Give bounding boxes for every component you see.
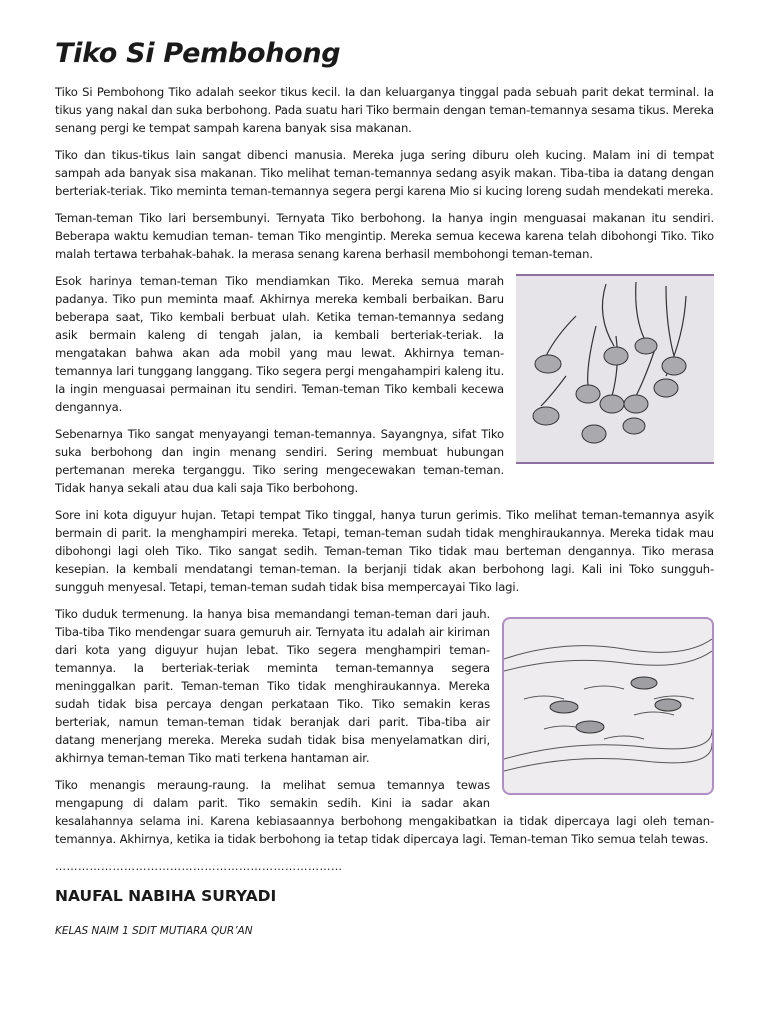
paragraph-5: Sebenarnya Tiko sangat menyayangi teman-temannya. Sayangnya, sifat Tiko suka berbohong dan ingin menang sendiri. Sering membuat hubungan pertemanan mereka terganggu. Tiko sering mengecewakan teman-teman. Tidak hanya sekali atau dua kali saja Tiko berbohong. [55,427,504,495]
paragraph-3: Teman-teman Tiko lari bersembunyi. Ternyata Tiko berbohong. Ia hanya ingin menguasai makanan itu sendiri. Beberapa waktu kemudian teman- teman Tiko mengintip. Mereka semua kecewa karena telah dibohongi Tiko. Tiko malah tertawa terbahak-bahak. Ia merasa senang karena berhasil membohongi teman-teman. [55,211,714,261]
paragraph-8: Tiko menangis meraung-raung. Ia melihat semua temannya tewas mengapung di dalam parit. Tiko semakin sedih. Kini ia sadar akan kesalahannya selama ini. Karena kebiasaannya berbohong mengakibatkan ia tidak dipercaya lagi oleh teman-temannya. Akhirnya, ketika ia tidak berbohong ia tetap tidak dipercaya lagi. Teman-teman Tiko semua telah tewas. [55,778,714,846]
dotted-separator: ………………………………………………………………… [55,860,343,873]
paragraph-6: Sore ini kota diguyur hujan. Tetapi tempat Tiko tinggal, hanya turun gerimis. Tiko melihat teman-temannya asyik bermain di parit. Ia menghampiri mereka. Tetapi, teman-teman sudah tidak menghiraukannya. Mereka tidak mau dibohongi lagi oleh Tiko. Tiko sangat sedih. Teman-teman Tiko tidak mau berteman dengannya. Tiko merasa kesepian. Ia kembali mendatangi teman-teman. Ia berjanji tidak akan berbohong lagi. Kali ini Toko sungguh-sungguh menyesal. Tetapi, teman-teman sudah tidak bisa mempercayai Tiko lagi. [55,508,714,594]
paragraph-4: Esok harinya teman-teman Tiko mendiamkan Tiko. Mereka semua marah padanya. Tiko pun meminta maaf. Akhirnya mereka kembali berbaikan. Baru beberapa saat, Tiko kembali berbuat ulah. Ketika teman-temannya sedang asik bermain kaleng di tengah jalan, ia kembali berteriak-teriak. Ia mengatakan bahwa akan ada mobil yang mau lewat. Akhirnya teman-temannya lari tunggang langgang. Tiko segera pergi mengahampiri kaleng itu. Ia ingin menguasai permainan itu sendiri. Teman-teman Tiko kembali kecewa dengannya. [55,274,504,414]
class-info: KELAS NAIM 1 SDIT MUTIARA QUR’AN [55,925,253,937]
paragraph-7: Tiko duduk termenung. Ia hanya bisa memandangi teman-teman dari jauh. Tiba-tiba Tiko mendengar suara gemuruh air. Ternyata itu adalah air kiriman dari kota yang diguyur hujan lebat. Tiko segera menghampiri teman-temannya. Ia berteriak-teriak meminta teman-temannya segera meninggalkan parit. Teman-teman Tiko tidak menghiraukannya. Mereka sudah tidak bisa percaya dengan perkataan Tiko. Tiko semakin keras berteriak, namun teman-teman tidak beranjak dari parit. Tiba-tiba air datang menerjang mereka. Mereka sudah tidak bisa menyelamatkan diri, akhirnya teman-teman Tiko mati terkena hantaman air. [55,607,490,765]
paragraph-1: Tiko Si Pembohong Tiko adalah seekor tikus kecil. Ia dan keluarganya tinggal pada sebuah parit dekat terminal. Ia tikus yang nakal dan suka berbohong. Pada suatu hari Tiko bermain dengan teman-temannya sesama tikus. Mereka senang pergi ke tempat sampah karena banyak sisa makanan. [55,85,714,135]
flooded-ditch-illustration [502,617,714,795]
author-name: NAUFAL NABIHA SURYADI [55,887,277,905]
story-title: Tiko Si Pembohong [55,38,341,69]
fleeing-mice-illustration [516,274,714,464]
paragraph-2: Tiko dan tikus-tikus lain sangat dibenci manusia. Mereka juga sering diburu oleh kucing. Malam ini di tempat sampah ada banyak sisa makanan. Tiko melihat teman-temannya sedang asyik makan. Tiba-tiba ia datang dengan berteriak-teriak. Tiko meminta teman-temannya segera pergi karena Mio si kucing loreng sudah mendekati mereka. [55,148,714,198]
story-page [55,38,714,937]
